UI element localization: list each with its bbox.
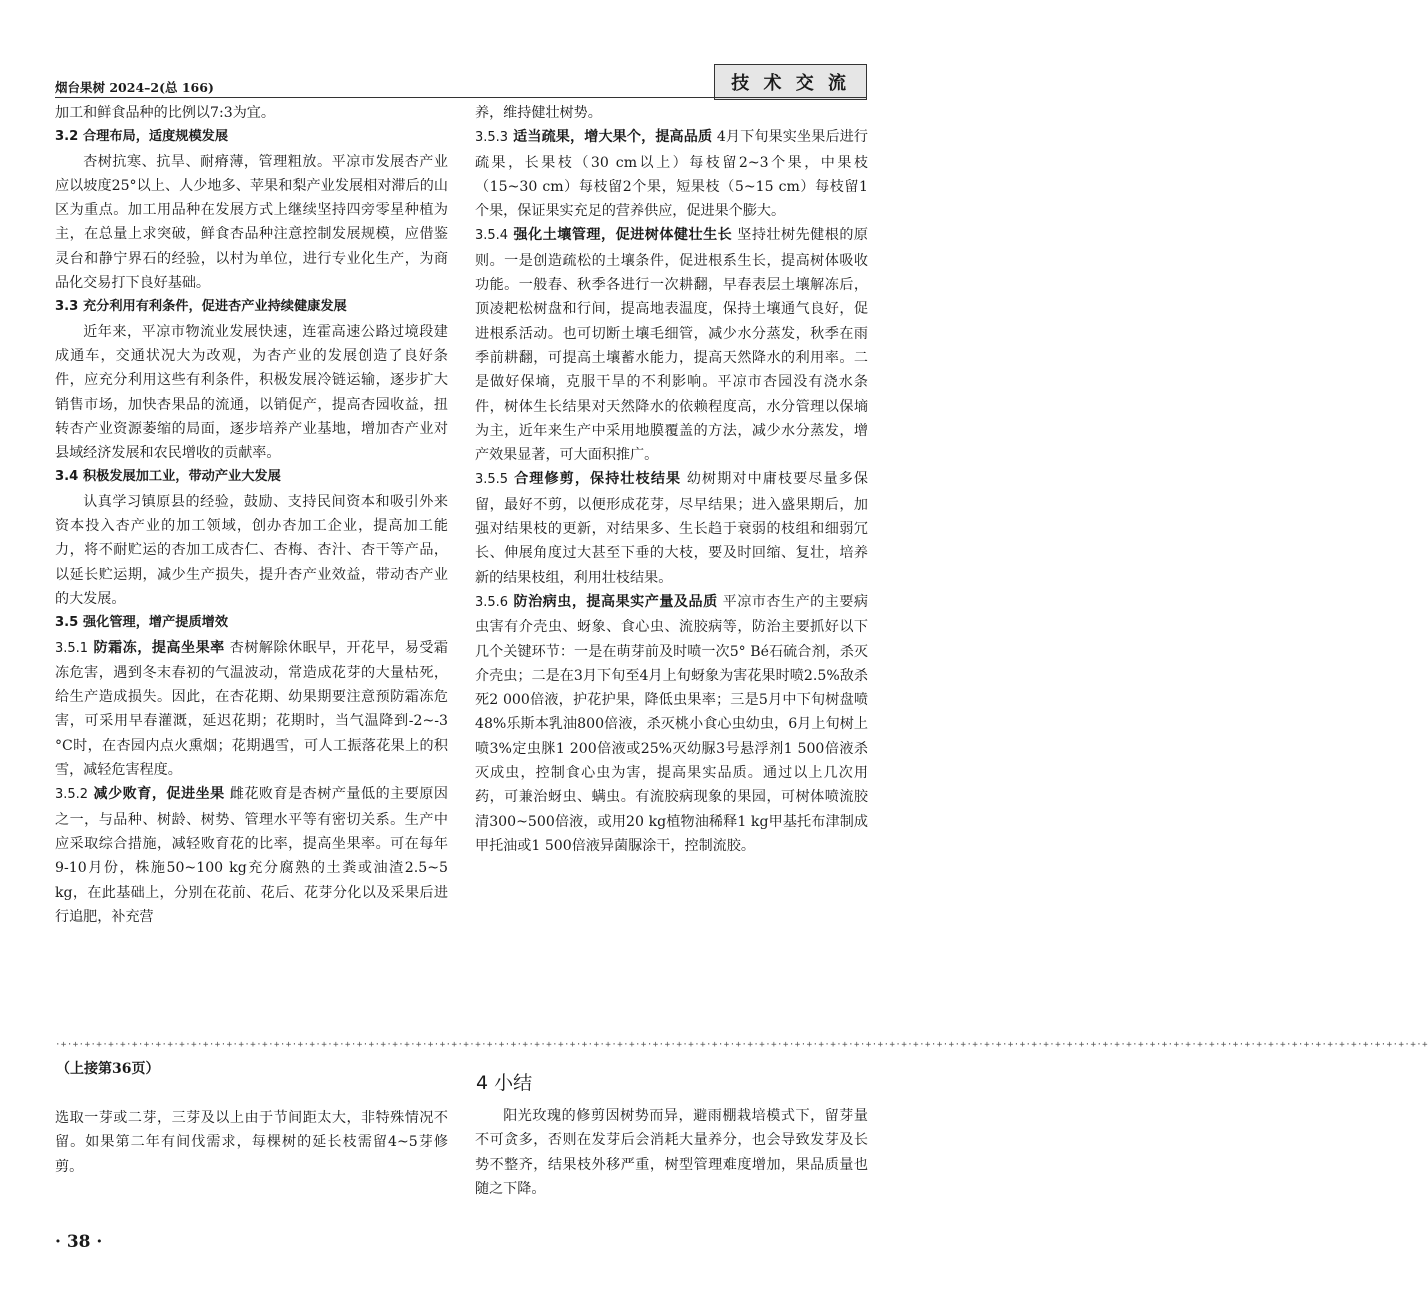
section-tag: 技 术 交 流 [714,64,867,100]
continued-note: （上接第36页） [56,1061,160,1077]
header-rule [55,97,867,98]
subsubsection-title: 合理修剪，保持壮枝结果 [514,471,682,488]
subsection-heading: 3.2 合理布局，适度规模发展 [55,129,229,145]
paragraph: 认真学习镇原县的经验，鼓励、支持民间资本和吸引外来资本投入杏产业的加工领域，创办杏加工企业，提高加工能力，将不耐贮运的杏加工成杏仁、杏梅、杏汁、杏干等产品，以延长贮运期，减少生产损失，提升杏产业效益，带动杏产业的大发展。 [55,493,448,607]
subsection-heading: 3.4 积极发展加工业，带动产业大发展 [55,469,281,485]
body-text: 4月下旬果实坐果后进行疏果，长果枝（30 cm以上）每枝留2~3个果，中果枝（15~30 cm）每枝留2个果，短果枝（5~15 cm）每枝留1个果，保证果实充足的营养供应，促进果个膨大。 [475,129,868,220]
subsubsection-title: 适当疏果，增大果个，提高品质 [513,129,713,146]
subsubsection-heading [475,594,718,610]
left-column [55,101,448,929]
subsubsection-title: 减少败育，促进坐果 [93,786,225,803]
subsection-heading: 3.3 充分利用有利条件，促进杏产业持续健康发展 [55,299,347,315]
subsection-heading: 3.5 强化管理，增产提质增效 [55,615,229,631]
subsubsection-paragraph [475,125,868,223]
body-text: 坚持壮树先健根的原则。一是创造疏松的土壤条件，促进根系生长，提高树体吸收功能。一般春、秋季各进行一次耕翻，早春表层土壤解冻后，顶凌耙松树盘和行间，提高地表温度，保持土壤通气良好，促进根系活动。也可切断土壤毛细管，减少水分蒸发，秋季在雨季前耕翻，可提高土壤蓄水能力，提高天然降水的利用率。二是做好保墒，克服干旱的不利影响。平凉市杏园没有浇水条件，树体生长结果对天然降水的依赖程度高，水分管理以保墒为主，近年来生产中采用地膜覆盖的方法，减少水分蒸发，增产效果显著，可大面积推广。 [475,227,869,464]
subsubsection-number: 3.5.6 [475,594,509,610]
paragraph: 加工和鲜食品种的比例以7:3为宜。 [55,105,275,121]
bottom-left-text [55,1106,448,1179]
paragraph: 养，维持健壮树势。 [475,105,602,121]
body-text: 雌花败育是杏树产量低的主要原因之一，与品种、树龄、树势、管理水平等有密切关系。生产中应采取综合措施，减轻败育花的比率，提高坐果率。可在每年9-10月份，株施50~100 kg充分腐熟的土粪或油渣2.5~5 kg，在此基础上，分别在花前、花后、花芽分化以及采果后进行追肥，补充营 [55,786,449,925]
subsubsection-number: 3.5.5 [475,472,509,488]
subsubsection-title: 强化土壤管理，促进树体健壮生长 [513,227,733,244]
body-text: 平凉市杏生产的主要病虫害有介壳虫、蚜象、食心虫、流胶病等，防治主要抓好以下几个关键环节：一是在萌芽前及时喷一次5° Bé石硫合剂，杀灭介壳虫；二是在3月下旬至4月上旬蚜象为害花果时喷2.5%敌杀死2 000倍液，护花护果，降低虫果率；三是5月中下旬树盘喷48%乐斯本乳油800倍液，杀灭桃小食心虫幼虫，6月上旬树上喷3%定虫脒1 200倍液或25%灭幼脲3号悬浮剂1 500倍液杀灭成虫，控制食心虫为害，提高果实品质。通过以上几次用药，可兼治蚜虫、螨虫。有流胶病现象的果园，可树体喷流胶清300~500倍液，或用20 kg植物油稀释1 kg甲基托布津制成甲托油或1 500倍液异菌脲涂干，控制流胶。 [475,593,869,854]
page-number: · 38 · [55,1232,103,1252]
body-text: 杏树解除休眠早，开花早，易受霜冻危害，遇到冬末春初的气温波动，常造成花芽的大量枯死，给生产造成损失。因此，在杏花期、幼果期要注意预防霜冻危害，可采用早春灌溉，延迟花期；花期时，当气温降到-2~-3 °C时，在杏园内点火熏烟；花期遇雪，可人工振落花果上的积雪，减轻危害程度。 [55,639,449,779]
subsubsection-paragraph [55,636,448,783]
journal-title: 烟台果树 2024–2(总 166) [55,80,214,95]
paragraph: 阳光玫瑰的修剪因树势而异，避雨棚栽培模式下，留芽量不可贪多，否则在发芽后会消耗大量养分，也会导致发芽及长势不整齐，结果枝外移严重，树型管理难度增加，果品质量也随之下降。 [475,1108,868,1197]
subsubsection-paragraph [475,590,868,858]
subsubsection-paragraph [475,467,868,589]
subsubsection-heading [55,786,225,802]
subsubsection-title: 防治病虫，提高果实产量及品质 [513,593,718,610]
subsubsection-paragraph [475,223,868,467]
subsubsection-number: 3.5.3 [475,130,509,146]
paragraph: 近年来，平凉市物流业发展快速，连霍高速公路过境段建成通车，交通状况大为改观，为杏产业的发展创造了良好条件，应充分利用这些有利条件，积极发展冷链运输，逐步扩大销售市场，加快杏果品的流通，以销促产，提高杏园收益，扭转杏产业资源萎缩的局面，逐步培养产业基地，增加杏产业对县域经济发展和农民增收的贡献率。 [55,323,448,462]
paragraph: 选取一芽或二芽，三芽及以上由于节间距太大，非特殊情况不留。如果第二年有间伐需求，每棵树的延长枝需留4~5芽修剪。 [55,1110,448,1175]
subsubsection-number: 3.5.1 [55,640,89,656]
body-text: 幼树期对中庸枝要尽量多保留，最好不剪，以便形成花芽，尽早结果；进入盛果期后，加强对结果枝的更新，对结果多、生长趋于衰弱的枝组和细弱冗长、伸展角度过大甚至下垂的大枝，要及时回缩、复壮，培养新的结果枝组，利用壮枝结果。 [475,471,869,586]
subsubsection-heading [475,227,732,243]
section-heading: 4 小结 [476,1072,533,1094]
subsubsection-heading [475,129,712,145]
right-column [475,101,868,858]
bottom-right-text [475,1104,868,1201]
subsubsection-heading [55,640,225,656]
subsubsection-number: 3.5.4 [475,228,509,244]
subsubsection-number: 3.5.2 [55,787,89,803]
subsubsection-heading [475,471,681,487]
running-header [55,62,867,96]
subsubsection-paragraph [55,782,448,929]
subsubsection-title: 防霜冻，提高坐果率 [93,639,225,656]
dotted-divider: ·+·+·+·+·+·+·+·+·+·+·+·+·+·+·+·+·+·+·+·+·+·+·+·+·+·+·+·+·+·+·+·+·+·+·+·+·+·+·+·+·+·+·+·+·+·+·+·+·+·+·+·+·+·+·+·+·+·+·+·+·+·+·+·+·+·+·+·+·+·+·+·+·+·+·+·+·+·+·+·+·+·+·+·+·+·+·+·+·+·+·+·+·+·+·+·+·+·+·+·+·+·+·+·+·+·+·+·+·+·+·+·+·+·+·+·+ [55,1040,1428,1050]
paragraph: 杏树抗寒、抗旱、耐瘠薄，管理粗放。平凉市发展杏产业应以坡度25°以上、人少地多、苹果和梨产业发展相对滞后的山区为重点。加工用品种在发展方式上继续坚持四旁零星种植为主，在总量上求突破，鲜食杏品种注意控制发展规模，应借鉴灵台和静宁界石的经验，以村为单位，进行专业化生产，为商品化交易打下良好基础。 [55,153,448,292]
